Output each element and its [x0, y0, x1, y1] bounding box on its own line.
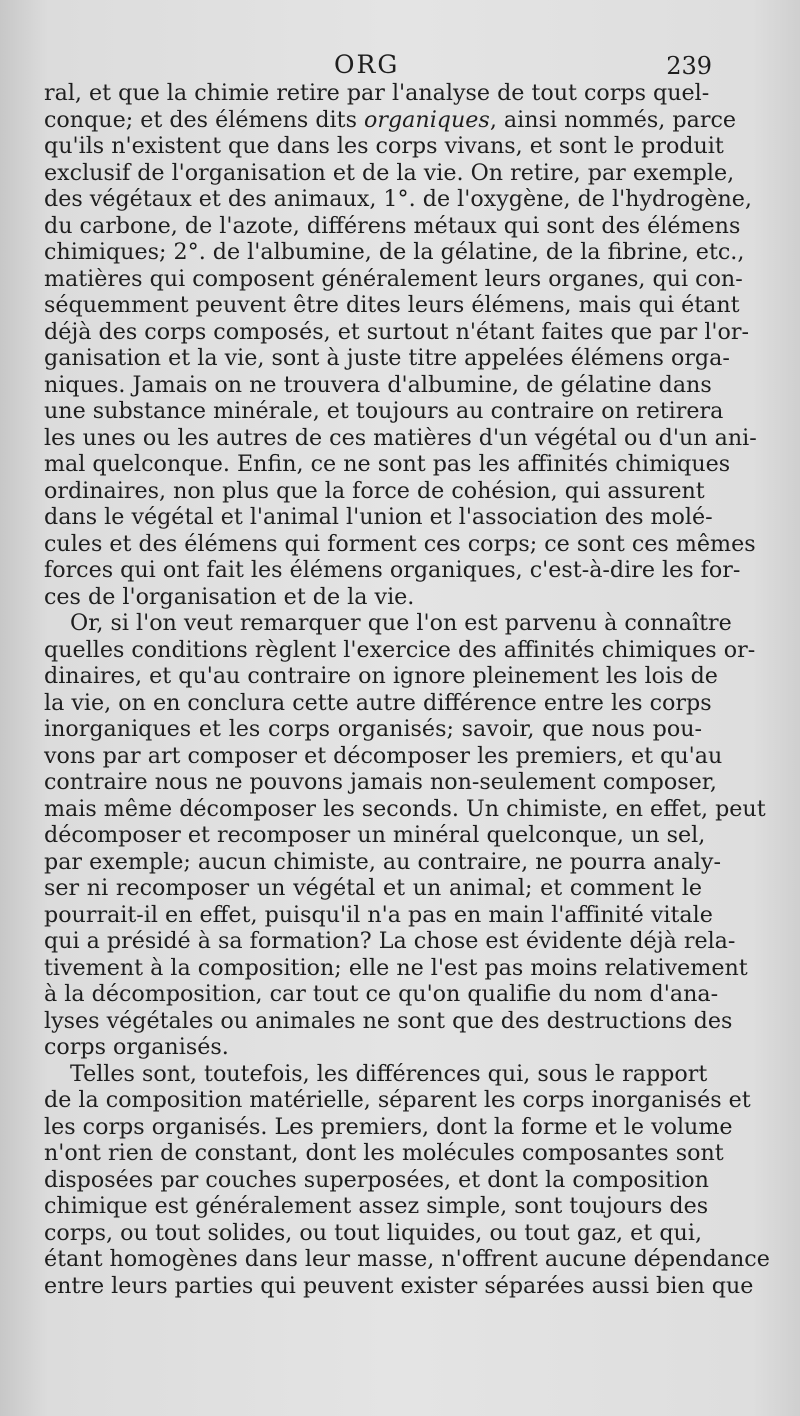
- text-line: ordinaires, non plus que la force de cohésion, qui assurent: [44, 477, 705, 504]
- body-text: [44, 80, 770, 1299]
- text-line: à la décomposition, car tout ce qu'on qualifie du nom d'ana-: [44, 981, 719, 1007]
- running-head: ORG: [334, 50, 400, 79]
- text-line: une substance minérale, et toujours au contraire on retirera: [44, 398, 724, 424]
- text-line: quelles conditions règlent l'exercice des affinités chimiques or-: [44, 636, 756, 663]
- text-line: corps organisés.: [44, 1034, 229, 1060]
- text-line: ganisation et la vie, sont à juste titre appelées élémens orga-: [44, 345, 730, 371]
- text-line: ral, et que la chimie retire par l'analyse de tout corps quel-: [44, 80, 710, 106]
- text-line: vons par art composer et décomposer les premiers, et qu'au: [44, 742, 723, 769]
- page-header: [0, 50, 800, 84]
- text-line: Or, si l'on veut remarquer que l'on est parvenu à connaître: [70, 610, 732, 636]
- text-line: ser ni recomposer un végétal et un animal; et comment le: [44, 875, 702, 901]
- text-line: décomposer et recomposer un minéral quelconque, un sel,: [44, 822, 706, 848]
- text-line: par exemple; aucun chimiste, au contraire, ne pourra analy-: [44, 848, 721, 875]
- paragraph-1: [44, 80, 757, 610]
- text-line: étant homogènes dans leur masse, n'offrent aucune dépendance: [44, 1246, 770, 1272]
- text-line: Telles sont, toutefois, les différences qui, sous le rapport: [70, 1060, 708, 1087]
- text-line: qu'ils n'existent que dans les corps vivans, et sont le produit: [44, 133, 724, 159]
- text-line: dinaires, et qu'au contraire on ignore pleinement les lois de: [44, 663, 718, 689]
- text-line: ces de l'organisation et de la vie.: [44, 583, 415, 610]
- text-line: matières qui composent généralement leurs organes, qui con-: [44, 265, 743, 292]
- text-line: déjà des corps composés, et surtout n'étant faites que par l'or-: [44, 318, 749, 345]
- text-line: qui a présidé à sa formation? La chose est évidente déjà rela-: [44, 928, 736, 954]
- paragraph-2: [44, 610, 766, 1061]
- text-line: n'ont rien de constant, dont les molécules composantes sont: [44, 1140, 724, 1166]
- text-line: séquemment peuvent être dites leurs élémens, mais qui étant: [44, 292, 740, 318]
- text-line: conque; et des élémens dits organiques, ainsi nommés, parce: [44, 106, 737, 133]
- text-line: chimiques; 2°. de l'albumine, de la gélatine, de la fibrine, etc.,: [44, 239, 745, 265]
- text-line: chimique est généralement assez simple, sont toujours des: [44, 1193, 709, 1219]
- page-number: 239: [666, 52, 712, 80]
- text-line: mais même décomposer les seconds. Un chimiste, en effet, peut: [44, 795, 766, 822]
- text-line: lyses végétales ou animales ne sont que des destructions des: [44, 1007, 733, 1034]
- text-line: tivement à la composition; elle ne l'est pas moins relativement: [44, 954, 748, 981]
- text-line: les corps organisés. Les premiers, dont la forme et le volume: [44, 1113, 733, 1140]
- text-line: contraire nous ne pouvons jamais non-seulement composer,: [44, 769, 717, 795]
- text-line: forces qui ont fait les élémens organiques, c'est-à-dire les for-: [44, 557, 741, 583]
- text-line: entre leurs parties qui peuvent exister séparées aussi bien que: [44, 1272, 754, 1299]
- text-line: niques. Jamais on ne trouvera d'albumine, de gélatine dans: [44, 371, 712, 398]
- text-line: mal quelconque. Enfin, ce ne sont pas les affinités chimiques: [44, 451, 731, 477]
- text-line: inorganiques et les corps organisés; savoir, que nous pou-: [44, 716, 702, 742]
- text-line: du carbone, de l'azote, différens métaux qui sont des élémens: [44, 212, 741, 239]
- text-line: pourrait-il en effet, puisqu'il n'a pas en main l'affinité vitale: [44, 901, 713, 928]
- paragraph-3: [44, 1060, 770, 1300]
- text-line: la vie, on en conclura cette autre différence entre les corps: [44, 689, 712, 716]
- text-line: corps, ou tout solides, ou tout liquides, ou tout gaz, et qui,: [44, 1219, 702, 1246]
- text-line: disposées par couches superposées, et dont la composition: [44, 1166, 709, 1193]
- text-line: exclusif de l'organisation et de la vie. On retire, par exemple,: [44, 159, 735, 186]
- text-line: dans le végétal et l'animal l'union et l'association des molé-: [44, 504, 713, 530]
- text-line: des végétaux et des animaux, 1°. de l'oxygène, de l'hydrogène,: [44, 186, 752, 212]
- text-line: cules et des élémens qui forment ces corps; ce sont ces mêmes: [44, 530, 756, 557]
- text-line: de la composition matérielle, séparent les corps inorganisés et: [44, 1087, 751, 1113]
- text-line: les unes ou les autres de ces matières d'un végétal ou d'un ani-: [44, 424, 757, 451]
